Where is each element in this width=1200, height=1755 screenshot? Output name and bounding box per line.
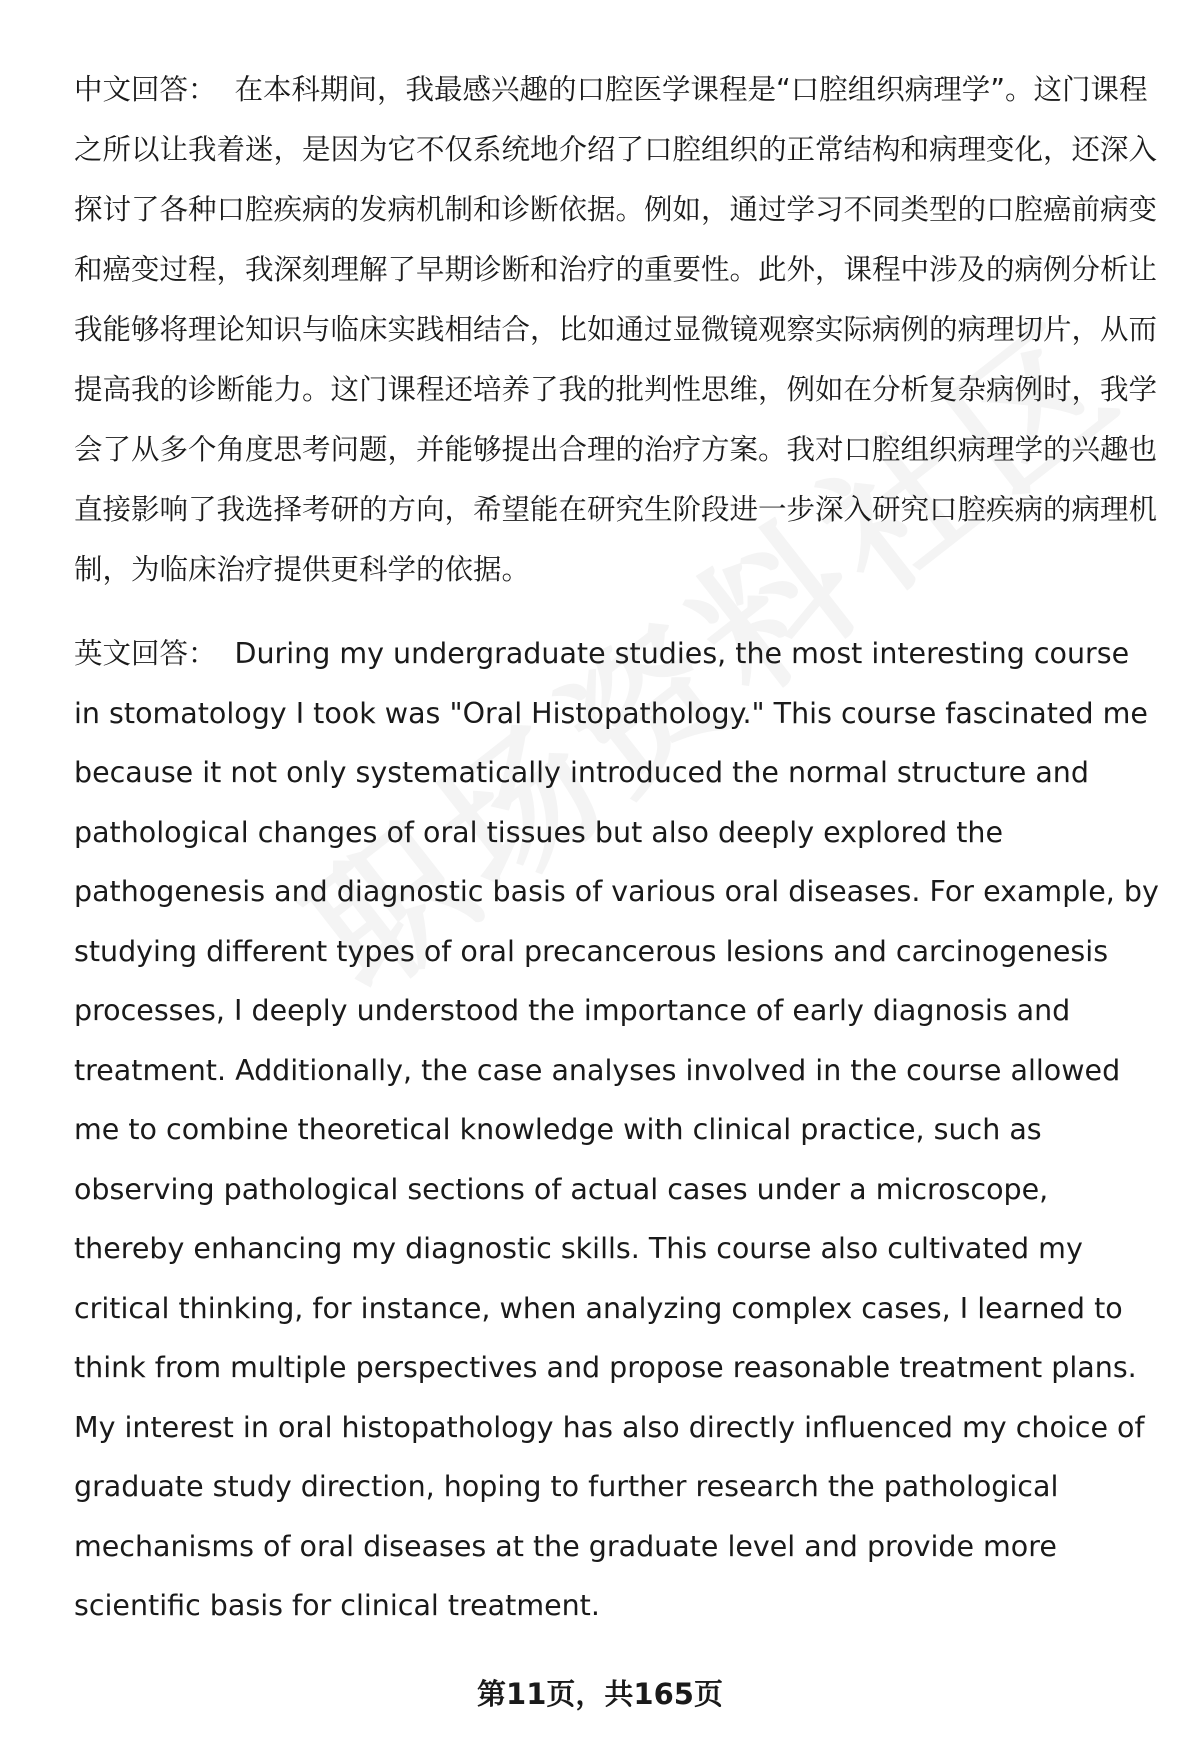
document-body	[74, 60, 1160, 1636]
english-answer-text: During my undergraduate studies, the most interesting course in stomatology I took was "Oral Histopathology." This course fascinated me because it not only systematically introduced the normal structure and pathological changes of oral tissues but also deeply explored the pathogenesis and diagnostic basis of various oral diseases. For example, by studying different types of oral precancerous lesions and carcinogenesis processes, I deeply understood the importance of early diagnosis and treatment. Additionally, the case analyses involved in the course allowed me to combine theoretical knowledge with clinical practice, such as observing pathological sections of actual cases under a microscope, thereby enhancing my diagnostic skills. This course also cultivated my critical thinking, for instance, when analyzing complex cases, I learned to think from multiple perspectives and propose reasonable treatment plans. My interest in oral histopathology has also directly influenced my choice of graduate study direction, hoping to further research the pathological mechanisms of oral diseases at the graduate level and provide more scientific basis for clinical treatment.	[74, 637, 1159, 1622]
chinese-answer-label: 中文回答：	[74, 73, 217, 106]
english-answer-label: 英文回答：	[74, 637, 217, 670]
chinese-answer-paragraph	[74, 60, 1160, 600]
chinese-answer-text: 在本科期间，我最感兴趣的口腔医学课程是“口腔组织病理学”。这门课程之所以让我着迷，是因为它不仅系统地介绍了口腔组织的正常结构和病理变化，还深入探讨了各种口腔疾病的发病机制和诊断依据。例如，通过学习不同类型的口腔癌前病变和癌变过程，我深刻理解了早期诊断和治疗的重要性。此外，课程中涉及的病例分析让我能够将理论知识与临床实践相结合，比如通过显微镜观察实际病例的病理切片，从而提高我的诊断能力。这门课程还培养了我的批判性思维，例如在分析复杂病例时，我学会了从多个角度思考问题，并能够提出合理的治疗方案。我对口腔组织病理学的兴趣也直接影响了我选择考研的方向，希望能在研究生阶段进一步深入研究口腔疾病的病理机制，为临床治疗提供更科学的依据。	[74, 73, 1158, 586]
page-number: 第11页，共165页	[477, 1677, 723, 1711]
english-answer-paragraph	[74, 624, 1160, 1636]
